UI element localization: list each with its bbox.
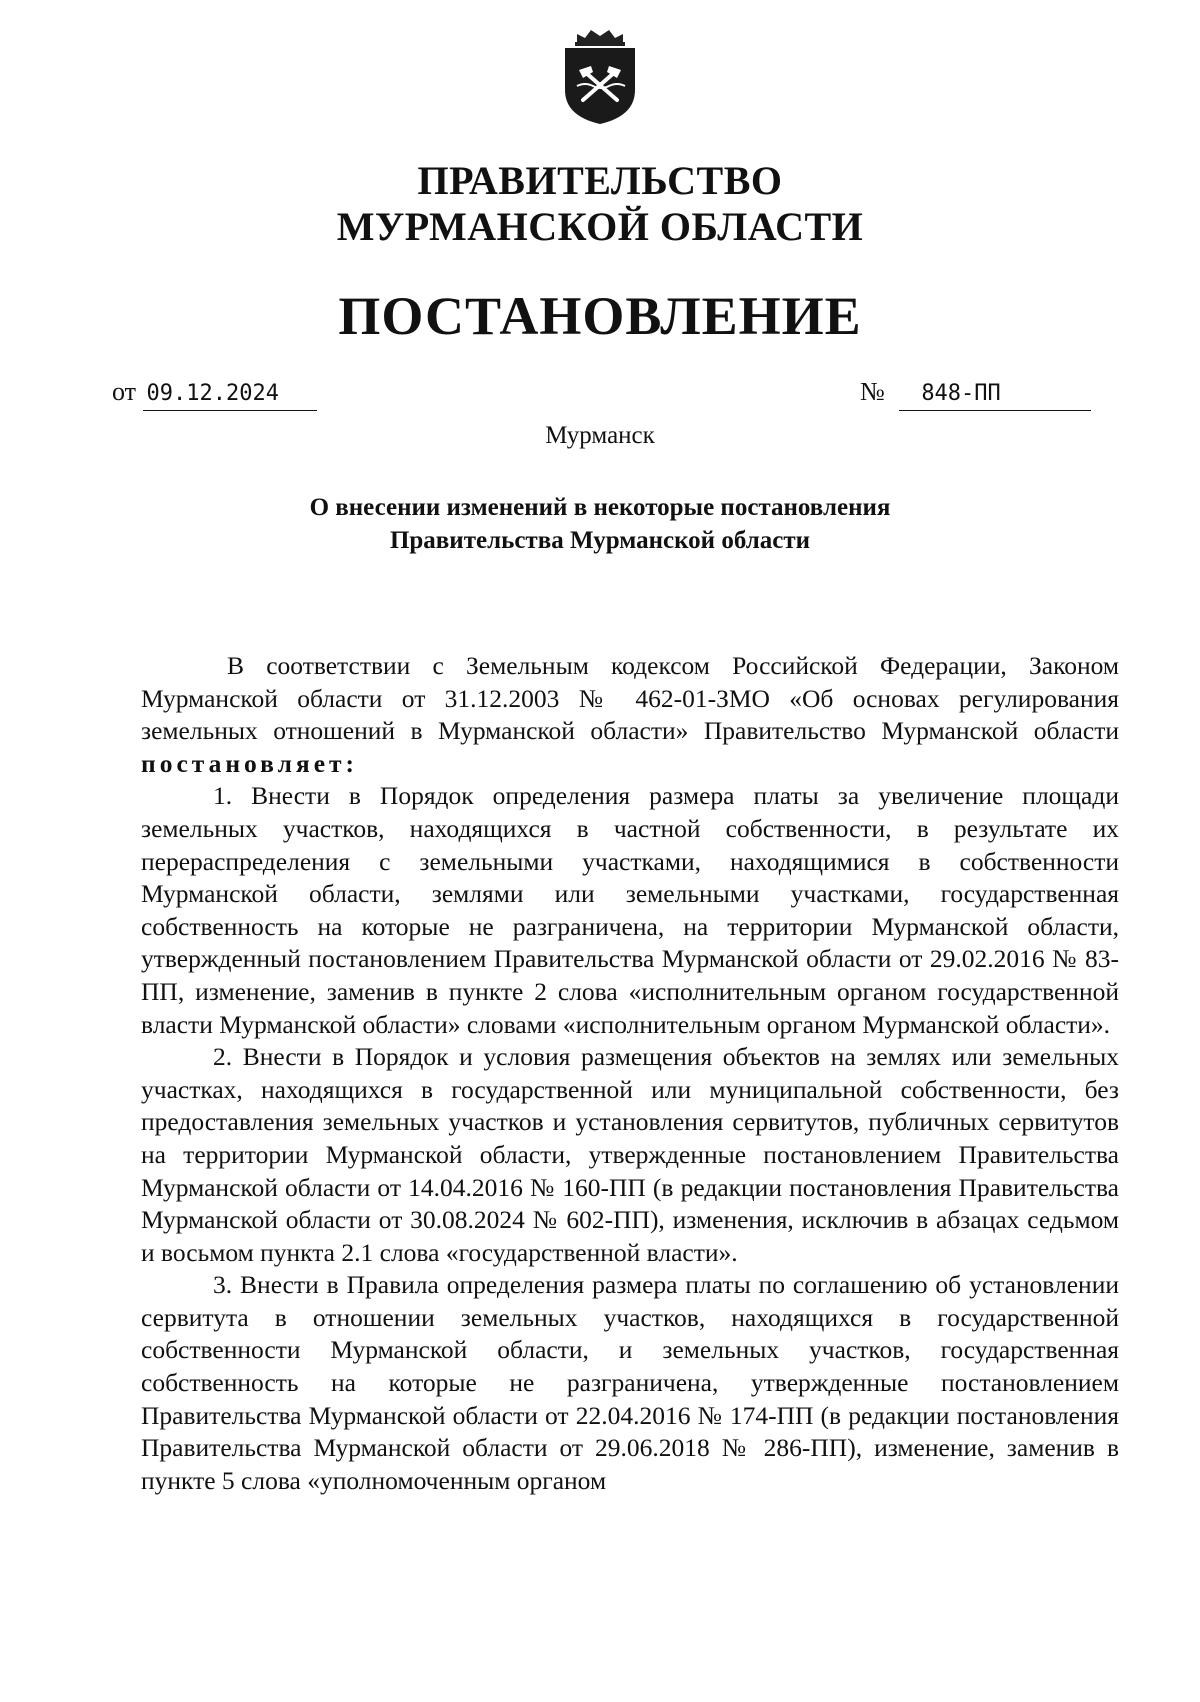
document-body [141, 650, 1119, 1497]
subject-line1: О внесении изменений в некоторые постановления [309, 494, 891, 521]
document-type-title: ПОСТАНОВЛЕНИЕ [338, 286, 862, 346]
date-field: 09.12.2024 [143, 378, 317, 411]
paragraph-item-1: 1. Внести в Порядок определения размера платы за увеличение площади земельных участков, находящихся в частной собственности, в результате их перераспределения с земельными участками, находящимися в собственности Мурманской области, землями или земельными участками, государственная собственность на которые не разграничена, на территории Мурманской области, утвержденный постановлением Правительства Мурманской области от 29.02.2016 № 83-ПП, изменение, заменив в пункте 2 слова «исполнительным органом государственной власти Мурманской области» словами «исполнительным органом Мурманской области». [141, 781, 1119, 1039]
number-prefix: № [860, 377, 885, 406]
date-row [112, 376, 317, 411]
government-title-line1: ПРАВИТЕЛЬСТВО [417, 158, 783, 203]
subject-line2: Правительства Мурманской области [389, 527, 811, 554]
intro-paragraph [141, 650, 1119, 780]
paragraph-item-2: 2. Внести в Порядок и условия размещения объектов на землях или земельных участках, находящихся в государственной или муниципальной собственности, без предоставления земельных участков и установления сервитутов, публичных сервитутов на территории Мурманской области, утвержденные постановлением Правительства Мурманской области от 14.04.2016 № 160-ПП (в редакции постановления Правительства Мурманской области от 30.08.2024 № 602-ПП), изменения, исключив в абзацах седьмом и восьмом пункта 2.1 слова «государственной власти». [141, 1042, 1119, 1267]
city-label: Мурманск [545, 422, 655, 449]
intro-text: В соответствии с Земельным кодексом Российской Федерации, Законом Мурманской области от 31.12.2003 № 462-01-ЗМО «Об основах регулирования земельных отношений в Мурманской области» Правительство Мурманской области [141, 651, 1119, 746]
intro-verb: постановляет: [141, 748, 359, 778]
government-title-line2: МУРМАНСКОЙ ОБЛАСТИ [336, 204, 864, 249]
date-prefix: от [112, 377, 137, 406]
number-field: 848-ПП [899, 378, 1091, 411]
number-row [860, 376, 1091, 411]
coat-of-arms-icon [557, 28, 643, 126]
document-subject [0, 491, 1200, 557]
paragraph-item-3: 3. Внести в Правила определения размера платы по соглашению об установлении сервитута в отношении земельных участков, находящихся в государственной собственности Мурманской области, и земельных участков, государственная собственность на которые не разграничена, утвержденные постановлением Правительства Мурманской области от 22.04.2016 № 174-ПП (в редакции постановления Правительства Мурманской области от 29.06.2018 № 286-ПП), изменение, заменив в пункте 5 слова «уполномоченным органом [141, 1270, 1119, 1495]
